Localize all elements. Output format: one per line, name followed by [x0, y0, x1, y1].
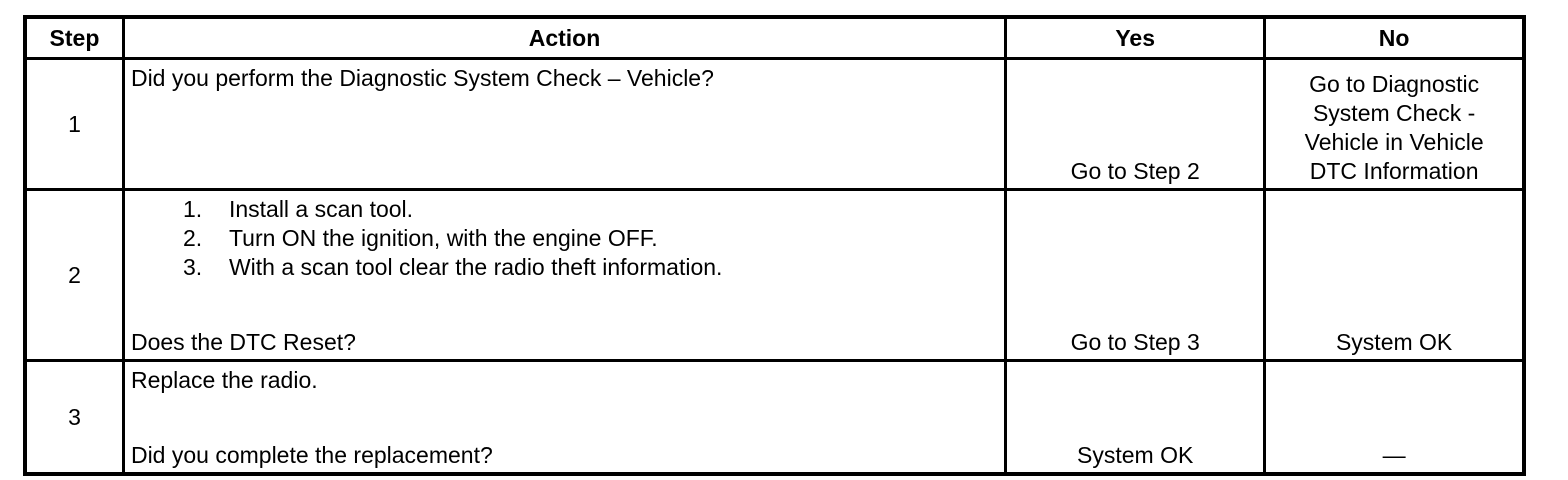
yes-cell: Go to Step 2 [1006, 59, 1265, 190]
instruction-number: 3. [182, 254, 203, 280]
no-line: Go to Diagnostic [1309, 71, 1480, 97]
instruction-item [183, 224, 998, 253]
no-line: System Check - [1312, 100, 1476, 126]
action-question: Did you complete the replacement? [130, 442, 493, 468]
instruction-number: 1. [182, 196, 203, 222]
action-cell [123, 59, 1005, 190]
table-row [25, 59, 1524, 190]
yes-cell: Go to Step 3 [1006, 190, 1265, 361]
instruction-text: Turn ON the ignition, with the engine OFF. [228, 225, 658, 251]
no-line: Vehicle in Vehicle [1304, 129, 1484, 155]
diagnostic-table [23, 15, 1526, 476]
no-line: DTC Information [1309, 158, 1479, 184]
instruction-item [183, 195, 998, 224]
instruction-number: 2. [182, 225, 203, 251]
action-question: Does the DTC Reset? [130, 329, 356, 355]
action-text: Replace the radio. [130, 367, 318, 393]
step-number: 1 [25, 59, 123, 190]
no-cell [1265, 59, 1524, 190]
instruction-text: With a scan tool clear the radio theft information. [228, 254, 723, 280]
no-cell: System OK [1265, 190, 1524, 361]
action-cell [123, 190, 1005, 361]
table-row [25, 361, 1524, 475]
table-row [25, 190, 1524, 361]
yes-cell: System OK [1006, 361, 1265, 475]
instruction-item [183, 253, 998, 282]
header-yes: Yes [1006, 17, 1265, 59]
step-number: 3 [25, 361, 123, 475]
instruction-list [131, 195, 998, 282]
header-no: No [1265, 17, 1524, 59]
action-text: Did you perform the Diagnostic System Check – Vehicle? [130, 65, 714, 91]
header-step: Step [25, 17, 123, 59]
header-row [25, 17, 1524, 59]
header-action: Action [123, 17, 1005, 59]
action-cell [123, 361, 1005, 475]
step-number: 2 [25, 190, 123, 361]
instruction-text: Install a scan tool. [228, 196, 414, 222]
no-cell: — [1265, 361, 1524, 475]
